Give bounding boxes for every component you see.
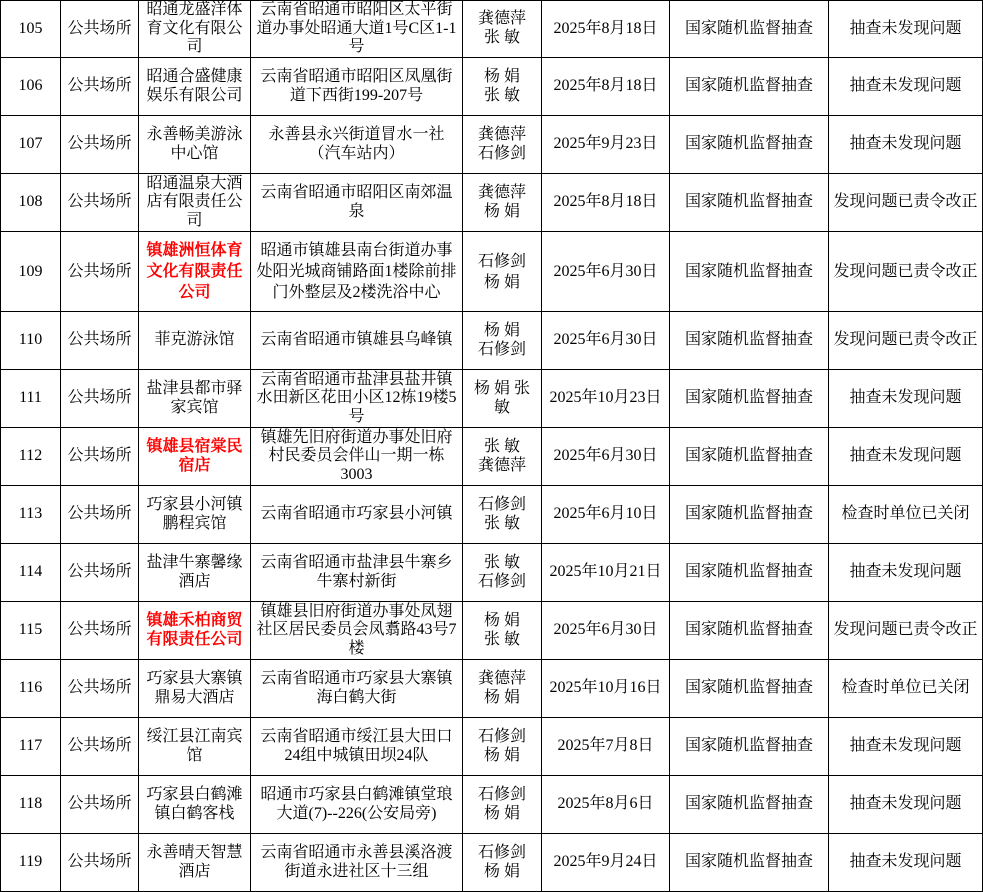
record-number: 114: [1, 544, 60, 601]
inspection-result: 抽查未发现问题: [829, 428, 982, 485]
venue-category: 公共场所: [61, 544, 138, 601]
inspection-date: 2025年6月30日: [542, 428, 669, 485]
venue-category: 公共场所: [61, 718, 138, 775]
entity-name: 巧家县小河镇鹏程宾馆: [139, 486, 250, 543]
record-number: 113: [1, 486, 60, 543]
entity-name: 镇雄县宿棠民宿店: [139, 428, 250, 485]
inspection-type: 国家随机监督抽查: [670, 174, 828, 231]
venue-category: 公共场所: [61, 312, 138, 369]
inspection-type: 国家随机监督抽查: [670, 312, 828, 369]
inspection-type: 国家随机监督抽查: [670, 602, 828, 659]
entity-address: 镇雄县旧府街道办事处凤翅社区居民委员会凤翥路43号7楼: [251, 602, 462, 659]
inspection-date: 2025年7月8日: [542, 718, 669, 775]
inspection-result: 检查时单位已关闭: [829, 486, 982, 543]
venue-category: 公共场所: [61, 174, 138, 231]
record-number: 111: [1, 370, 60, 427]
inspection-result: 发现问题已责令改正: [829, 174, 982, 231]
venue-category: 公共场所: [61, 116, 138, 173]
inspection-result: 抽查未发现问题: [829, 58, 982, 115]
inspectors: 龚德萍 石修剑: [463, 116, 541, 173]
inspection-type: 国家随机监督抽查: [670, 486, 828, 543]
inspection-type: 国家随机监督抽查: [670, 58, 828, 115]
entity-address: 云南省昭通市巧家县小河镇: [251, 486, 462, 543]
inspection-type: 国家随机监督抽查: [670, 116, 828, 173]
entity-name: 永善晴天智慧酒店: [139, 834, 250, 891]
inspection-type: 国家随机监督抽查: [670, 1, 828, 57]
inspection-date: 2025年8月18日: [542, 174, 669, 231]
inspectors: 石修剑 张 敏: [463, 486, 541, 543]
venue-category: 公共场所: [61, 486, 138, 543]
entity-address: 昭通市镇雄县南台街道办事处阳光城商铺路面1楼除前排门外整层及2楼洗浴中心: [251, 232, 462, 311]
entity-name: 菲克游泳馆: [139, 312, 250, 369]
inspection-date: 2025年8月18日: [542, 58, 669, 115]
inspectors: 杨 娟 张 敏: [463, 602, 541, 659]
inspectors: 龚德萍 杨 娟: [463, 660, 541, 717]
record-number: 108: [1, 174, 60, 231]
inspectors: 石修剑 杨 娟: [463, 776, 541, 833]
venue-category: 公共场所: [61, 602, 138, 659]
entity-address: 镇雄先旧府街道办事处旧府村民委员会伴山一期一栋3003: [251, 428, 462, 485]
inspection-type: 国家随机监督抽查: [670, 428, 828, 485]
entity-name: 昭通温泉大酒店有限责任公司: [139, 174, 250, 231]
venue-category: 公共场所: [61, 660, 138, 717]
inspection-result: 抽查未发现问题: [829, 1, 982, 57]
venue-category: 公共场所: [61, 1, 138, 57]
entity-name: 盐津县都市驿家宾馆: [139, 370, 250, 427]
inspection-date: 2025年6月30日: [542, 312, 669, 369]
inspectors: 杨 娟 张 敏: [463, 370, 541, 427]
record-number: 119: [1, 834, 60, 891]
inspection-result: 抽查未发现问题: [829, 544, 982, 601]
entity-address: 云南省昭通市巧家县大寨镇海白鹤大街: [251, 660, 462, 717]
record-number: 112: [1, 428, 60, 485]
record-number: 115: [1, 602, 60, 659]
inspectors: 石修剑 杨 娟: [463, 232, 541, 311]
inspectors: 杨 娟 石修剑: [463, 312, 541, 369]
inspection-result: 检查时单位已关闭: [829, 660, 982, 717]
inspection-type: 国家随机监督抽查: [670, 660, 828, 717]
entity-name: 盐津牛寨馨缘酒店: [139, 544, 250, 601]
inspection-type: 国家随机监督抽查: [670, 718, 828, 775]
inspection-type: 国家随机监督抽查: [670, 776, 828, 833]
venue-category: 公共场所: [61, 370, 138, 427]
record-number: 117: [1, 718, 60, 775]
inspection-result: 发现问题已责令改正: [829, 602, 982, 659]
inspection-type: 国家随机监督抽查: [670, 370, 828, 427]
entity-address: 云南省昭通市昭阳区凤凰街道下西街199-207号: [251, 58, 462, 115]
entity-address: 云南省昭通市昭阳区太平街道办事处昭通大道1号C区1-1号: [251, 1, 462, 57]
record-number: 118: [1, 776, 60, 833]
entity-name: 镇雄洲恒体育文化有限责任公司: [139, 232, 250, 311]
venue-category: 公共场所: [61, 776, 138, 833]
entity-name: 镇雄禾柏商贸有限责任公司: [139, 602, 250, 659]
entity-name: 巧家县白鹤滩镇白鹤客栈: [139, 776, 250, 833]
inspection-date: 2025年10月21日: [542, 544, 669, 601]
venue-category: 公共场所: [61, 428, 138, 485]
record-number: 116: [1, 660, 60, 717]
entity-address: 永善县永兴街道冒水一社（汽车站内）: [251, 116, 462, 173]
inspection-date: 2025年9月23日: [542, 116, 669, 173]
inspection-date: 2025年6月30日: [542, 602, 669, 659]
inspection-result: 抽查未发现问题: [829, 116, 982, 173]
record-number: 110: [1, 312, 60, 369]
inspection-date: 2025年6月10日: [542, 486, 669, 543]
inspection-date: 2025年10月23日: [542, 370, 669, 427]
record-number: 109: [1, 232, 60, 311]
inspection-result: 抽查未发现问题: [829, 370, 982, 427]
entity-name: 绥江县江南宾馆: [139, 718, 250, 775]
inspection-type: 国家随机监督抽查: [670, 544, 828, 601]
venue-category: 公共场所: [61, 232, 138, 311]
inspection-date: 2025年8月18日: [542, 1, 669, 57]
inspection-result: 发现问题已责令改正: [829, 232, 982, 311]
entity-address: 云南省昭通市昭阳区南郊温泉: [251, 174, 462, 231]
inspection-date: 2025年10月16日: [542, 660, 669, 717]
inspectors: 张 敏 龚德萍: [463, 428, 541, 485]
venue-category: 公共场所: [61, 834, 138, 891]
inspectors: 龚德萍 张 敏: [463, 1, 541, 57]
inspectors: 张 敏 石修剑: [463, 544, 541, 601]
inspection-result: 发现问题已责令改正: [829, 312, 982, 369]
entity-address: 云南省昭通市盐津县牛寨乡牛寨村新街: [251, 544, 462, 601]
inspectors: 石修剑 杨 娟: [463, 834, 541, 891]
record-number: 107: [1, 116, 60, 173]
entity-name: 永善畅美游泳中心馆: [139, 116, 250, 173]
entity-name: 昭通合盛健康娱乐有限公司: [139, 58, 250, 115]
inspection-date: 2025年8月6日: [542, 776, 669, 833]
entity-name: 巧家县大寨镇鼎易大酒店: [139, 660, 250, 717]
inspection-type: 国家随机监督抽查: [670, 834, 828, 891]
entity-name: 昭通龙盛洋体育文化有限公司: [139, 1, 250, 57]
record-number: 105: [1, 1, 60, 57]
inspectors: 龚德萍 杨 娟: [463, 174, 541, 231]
entity-address: 云南省昭通市盐津县盐井镇水田新区花田小区12栋19楼5号: [251, 370, 462, 427]
record-number: 106: [1, 58, 60, 115]
venue-category: 公共场所: [61, 58, 138, 115]
entity-address: 云南省昭通市镇雄县乌峰镇: [251, 312, 462, 369]
entity-address: 云南省昭通市绥江县大田口24组中城镇田坝24队: [251, 718, 462, 775]
inspection-result: 抽查未发现问题: [829, 834, 982, 891]
entity-address: 昭通市巧家县白鹤滩镇堂琅大道(7)--226(公安局旁): [251, 776, 462, 833]
entity-address: 云南省昭通市永善县溪洛渡街道永进社区十三组: [251, 834, 462, 891]
inspection-result: 抽查未发现问题: [829, 718, 982, 775]
inspection-date: 2025年9月24日: [542, 834, 669, 891]
inspectors: 杨 娟 张 敏: [463, 58, 541, 115]
inspection-date: 2025年6月30日: [542, 232, 669, 311]
inspectors: 石修剑 杨 娟: [463, 718, 541, 775]
inspection-result: 抽查未发现问题: [829, 776, 982, 833]
inspection-type: 国家随机监督抽查: [670, 232, 828, 311]
